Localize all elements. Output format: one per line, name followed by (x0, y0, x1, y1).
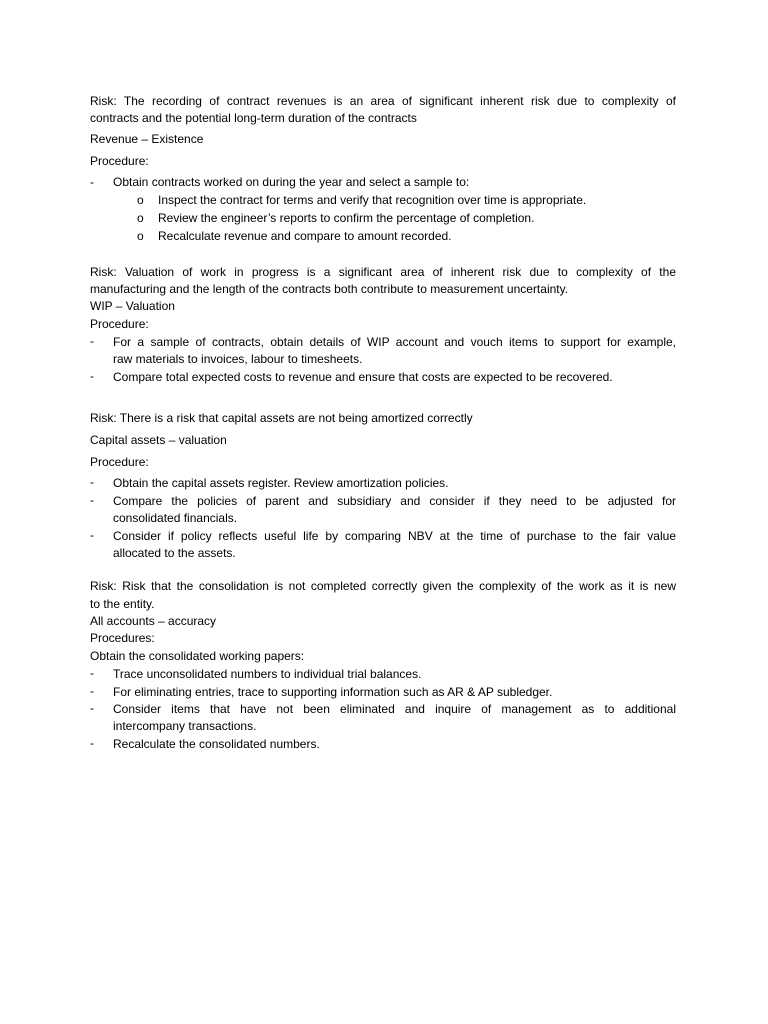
procedure-label: Procedure: (90, 455, 149, 469)
intro-text: Obtain the consolidated working papers: (90, 649, 305, 663)
sub-item-text: Inspect the contract for terms and verify that recognition over time is appropriate. (158, 193, 587, 207)
procedure-label: Procedure: (90, 154, 149, 168)
assertion: WIP – Valuation (90, 299, 175, 313)
dash-marker: - (90, 736, 94, 750)
list-item-line-2: raw materials to invoices, labour to timesheets. (113, 352, 363, 366)
list-item-line-2: allocated to the assets. (113, 546, 236, 560)
dash-marker: - (90, 334, 94, 348)
dash-marker: - (90, 369, 94, 383)
dash-marker: - (90, 528, 94, 542)
dash-marker: - (90, 701, 94, 715)
list-item-line-1: Consider items that have not been eliminated and inquire of management as to additional (113, 702, 676, 716)
assertion: All accounts – accuracy (90, 614, 217, 628)
assertion: Revenue – Existence (90, 132, 204, 146)
risk-line-1: Risk: The recording of contract revenues is an area of significant inherent risk due to complexity of (90, 94, 676, 108)
procedure-label: Procedures: (90, 631, 155, 645)
risk-line-1: Risk: Risk that the consolidation is not completed correctly given the complexity of the work as it is new (90, 579, 676, 593)
sub-item-text: Recalculate revenue and compare to amount recorded. (158, 229, 452, 243)
risk-line-2: to the entity. (90, 597, 155, 611)
list-item-line-2: intercompany transactions. (113, 719, 257, 733)
dash-marker: - (90, 684, 94, 698)
list-item-text: Trace unconsolidated numbers to individual trial balances. (113, 667, 422, 681)
list-item-text: Obtain contracts worked on during the year and select a sample to: (113, 175, 470, 189)
dash-marker: - (90, 493, 94, 507)
procedure-label: Procedure: (90, 317, 149, 331)
list-item-text: Compare total expected costs to revenue and ensure that costs are expected to be recovered. (113, 370, 613, 384)
dash-marker: - (90, 475, 94, 489)
list-item-line-1: Compare the policies of parent and subsidiary and consider if they need to be adjusted for (113, 494, 676, 508)
sub-marker: o (137, 229, 144, 243)
list-item-line-2: consolidated financials. (113, 511, 238, 525)
sub-marker: o (137, 211, 144, 225)
risk-line-1: Risk: Valuation of work in progress is a significant area of inherent risk due to complexity of the (90, 265, 676, 279)
dash-marker: - (90, 666, 94, 680)
risk-line-2: contracts and the potential long-term duration of the contracts (90, 111, 417, 125)
list-item-line-1: Consider if policy reflects useful life by comparing NBV at the time of purchase to the fair value (113, 529, 676, 543)
risk-line-1: Risk: There is a risk that capital assets are not being amortized correctly (90, 411, 473, 425)
list-item-text: Recalculate the consolidated numbers. (113, 737, 320, 751)
risk-line-2: manufacturing and the length of the contracts both contribute to measurement uncertainty. (90, 282, 569, 296)
list-item-text: For eliminating entries, trace to supporting information such as AR & AP subledger. (113, 685, 553, 699)
assertion: Capital assets – valuation (90, 433, 227, 447)
list-item-text: Obtain the capital assets register. Review amortization policies. (113, 476, 449, 490)
list-item-line-1: For a sample of contracts, obtain details of WIP account and vouch items to support for example, (113, 335, 676, 349)
sub-item-text: Review the engineer’s reports to confirm the percentage of completion. (158, 211, 535, 225)
sub-marker: o (137, 193, 144, 207)
dash-marker: - (90, 175, 94, 189)
